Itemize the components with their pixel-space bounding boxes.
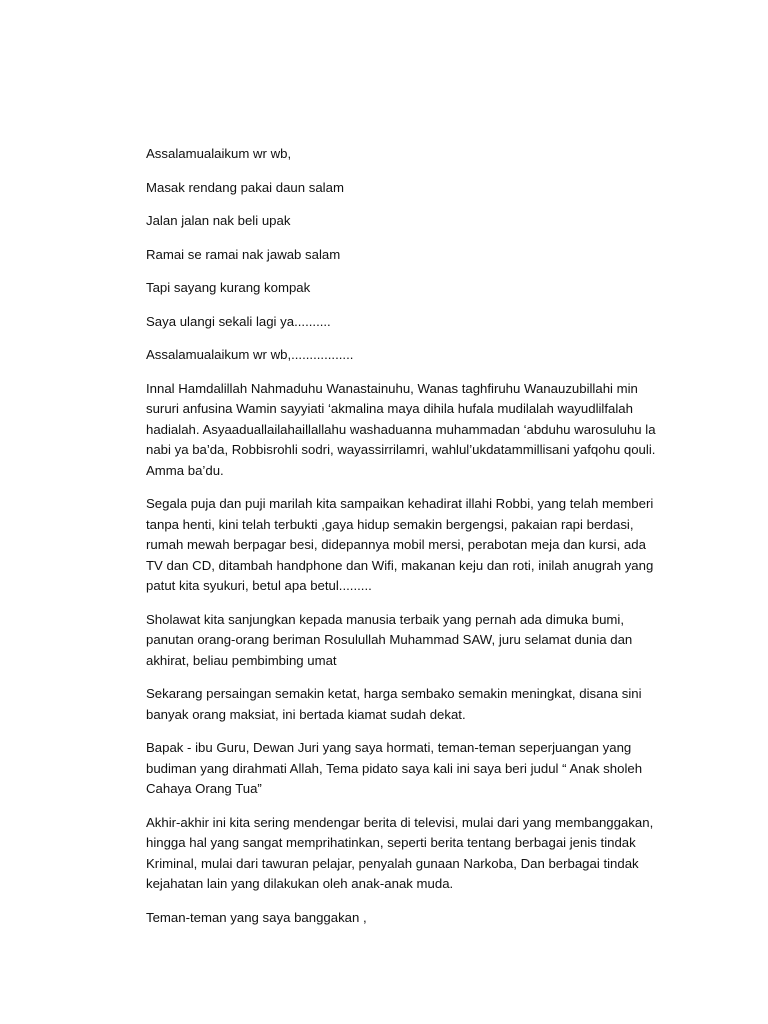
text-line: Bapak - ibu Guru, Dewan Juri yang saya hormati, teman-teman seperjuangan yang — [146, 740, 632, 755]
text-line: akhirat, beliau pembimbing umat — [146, 652, 337, 668]
text-line: patut kita syukuri, betul apa betul......... — [146, 578, 372, 593]
text-line: TV dan CD, ditambah handphone dan Wifi, makanan keju dan roti, inilah anugrah yang — [146, 557, 654, 573]
document-body — [146, 144, 668, 928]
text-line: Akhir-akhir ini kita sering mendengar berita di televisi, mulai dari yang membanggakan, — [146, 814, 654, 830]
text-line: Kriminal, mulai dari tawuran pelajar, penyalah gunaan Narkoba, Dan berbagai tindak — [146, 855, 639, 871]
text-line: sururi anfusina Wamin sayyiati ‘akmalina maya dihila hufala mudilalah wayudlilfalah — [146, 401, 633, 416]
paragraph — [146, 278, 668, 299]
paragraph — [146, 245, 668, 266]
paragraph — [146, 345, 668, 366]
text-line: Masak rendang pakai daun salam — [146, 179, 344, 195]
paragraph — [146, 738, 668, 800]
paragraph — [146, 494, 668, 597]
paragraph — [146, 312, 668, 333]
paragraph — [146, 178, 668, 199]
text-line: kejahatan lain yang dilakukan oleh anak-anak muda. — [146, 876, 454, 891]
paragraph — [146, 610, 668, 672]
text-line: banyak orang maksiat, ini bertada kiamat sudah dekat. — [146, 706, 466, 722]
text-line: Cahaya Orang Tua” — [146, 781, 262, 796]
paragraph — [146, 211, 668, 232]
text-line: Sekarang persaingan semakin ketat, harga sembako semakin meningkat, disana sini — [146, 686, 642, 701]
paragraph — [146, 684, 668, 725]
text-line: hingga hal yang sangat memprihatinkan, seperti berita tentang berbagai jenis tindak — [146, 835, 636, 850]
text-line: Innal Hamdalillah Nahmaduhu Wanastainuhu, Wanas taghfiruhu Wanauzubillahi min — [146, 380, 638, 396]
text-line: tanpa henti, kini telah terbukti ,gaya hidup semakin bergengsi, pakaian rapi berdasi, — [146, 516, 634, 532]
text-line: nabi ya ba’da, Robbisrohli sodri, wayassirrilamri, wahlul’ukdatammillisani yafqohu qouli. — [146, 442, 656, 457]
text-line: hadialah. Asyaaduallailahaillallahu washaduanna muhammadan ‘abduhu warosuluhu la — [146, 421, 656, 437]
text-line: Tapi sayang kurang kompak — [146, 280, 311, 295]
paragraph — [146, 379, 668, 482]
paragraph — [146, 813, 668, 895]
text-line: Segala puja dan puji marilah kita sampaikan kehadirat illahi Robbi, yang telah memberi — [146, 496, 654, 511]
paragraph — [146, 908, 668, 929]
text-line: Assalamualaikum wr wb,................. — [146, 347, 354, 362]
text-line: panutan orang-orang beriman Rosulullah Muhammad SAW, juru selamat dunia dan — [146, 632, 633, 647]
text-line: Ramai se ramai nak jawab salam — [146, 246, 341, 262]
text-line: budiman yang dirahmati Allah, Tema pidato saya kali ini saya beri judul “ Anak sholeh — [146, 760, 643, 776]
text-line: Saya ulangi sekali lagi ya.......... — [146, 313, 331, 329]
text-line: Assalamualaikum wr wb, — [146, 146, 292, 161]
text-line: Sholawat kita sanjungkan kepada manusia terbaik yang pernah ada dimuka bumi, — [146, 611, 624, 627]
text-line: Amma ba’du. — [146, 462, 224, 478]
text-line: rumah mewah berpagar besi, didepannya mobil mersi, perabotan meja dan kursi, ada — [146, 537, 646, 552]
text-line: Jalan jalan nak beli upak — [146, 213, 291, 228]
text-line: Teman-teman yang saya banggakan , — [146, 909, 367, 925]
paragraph — [146, 144, 668, 165]
